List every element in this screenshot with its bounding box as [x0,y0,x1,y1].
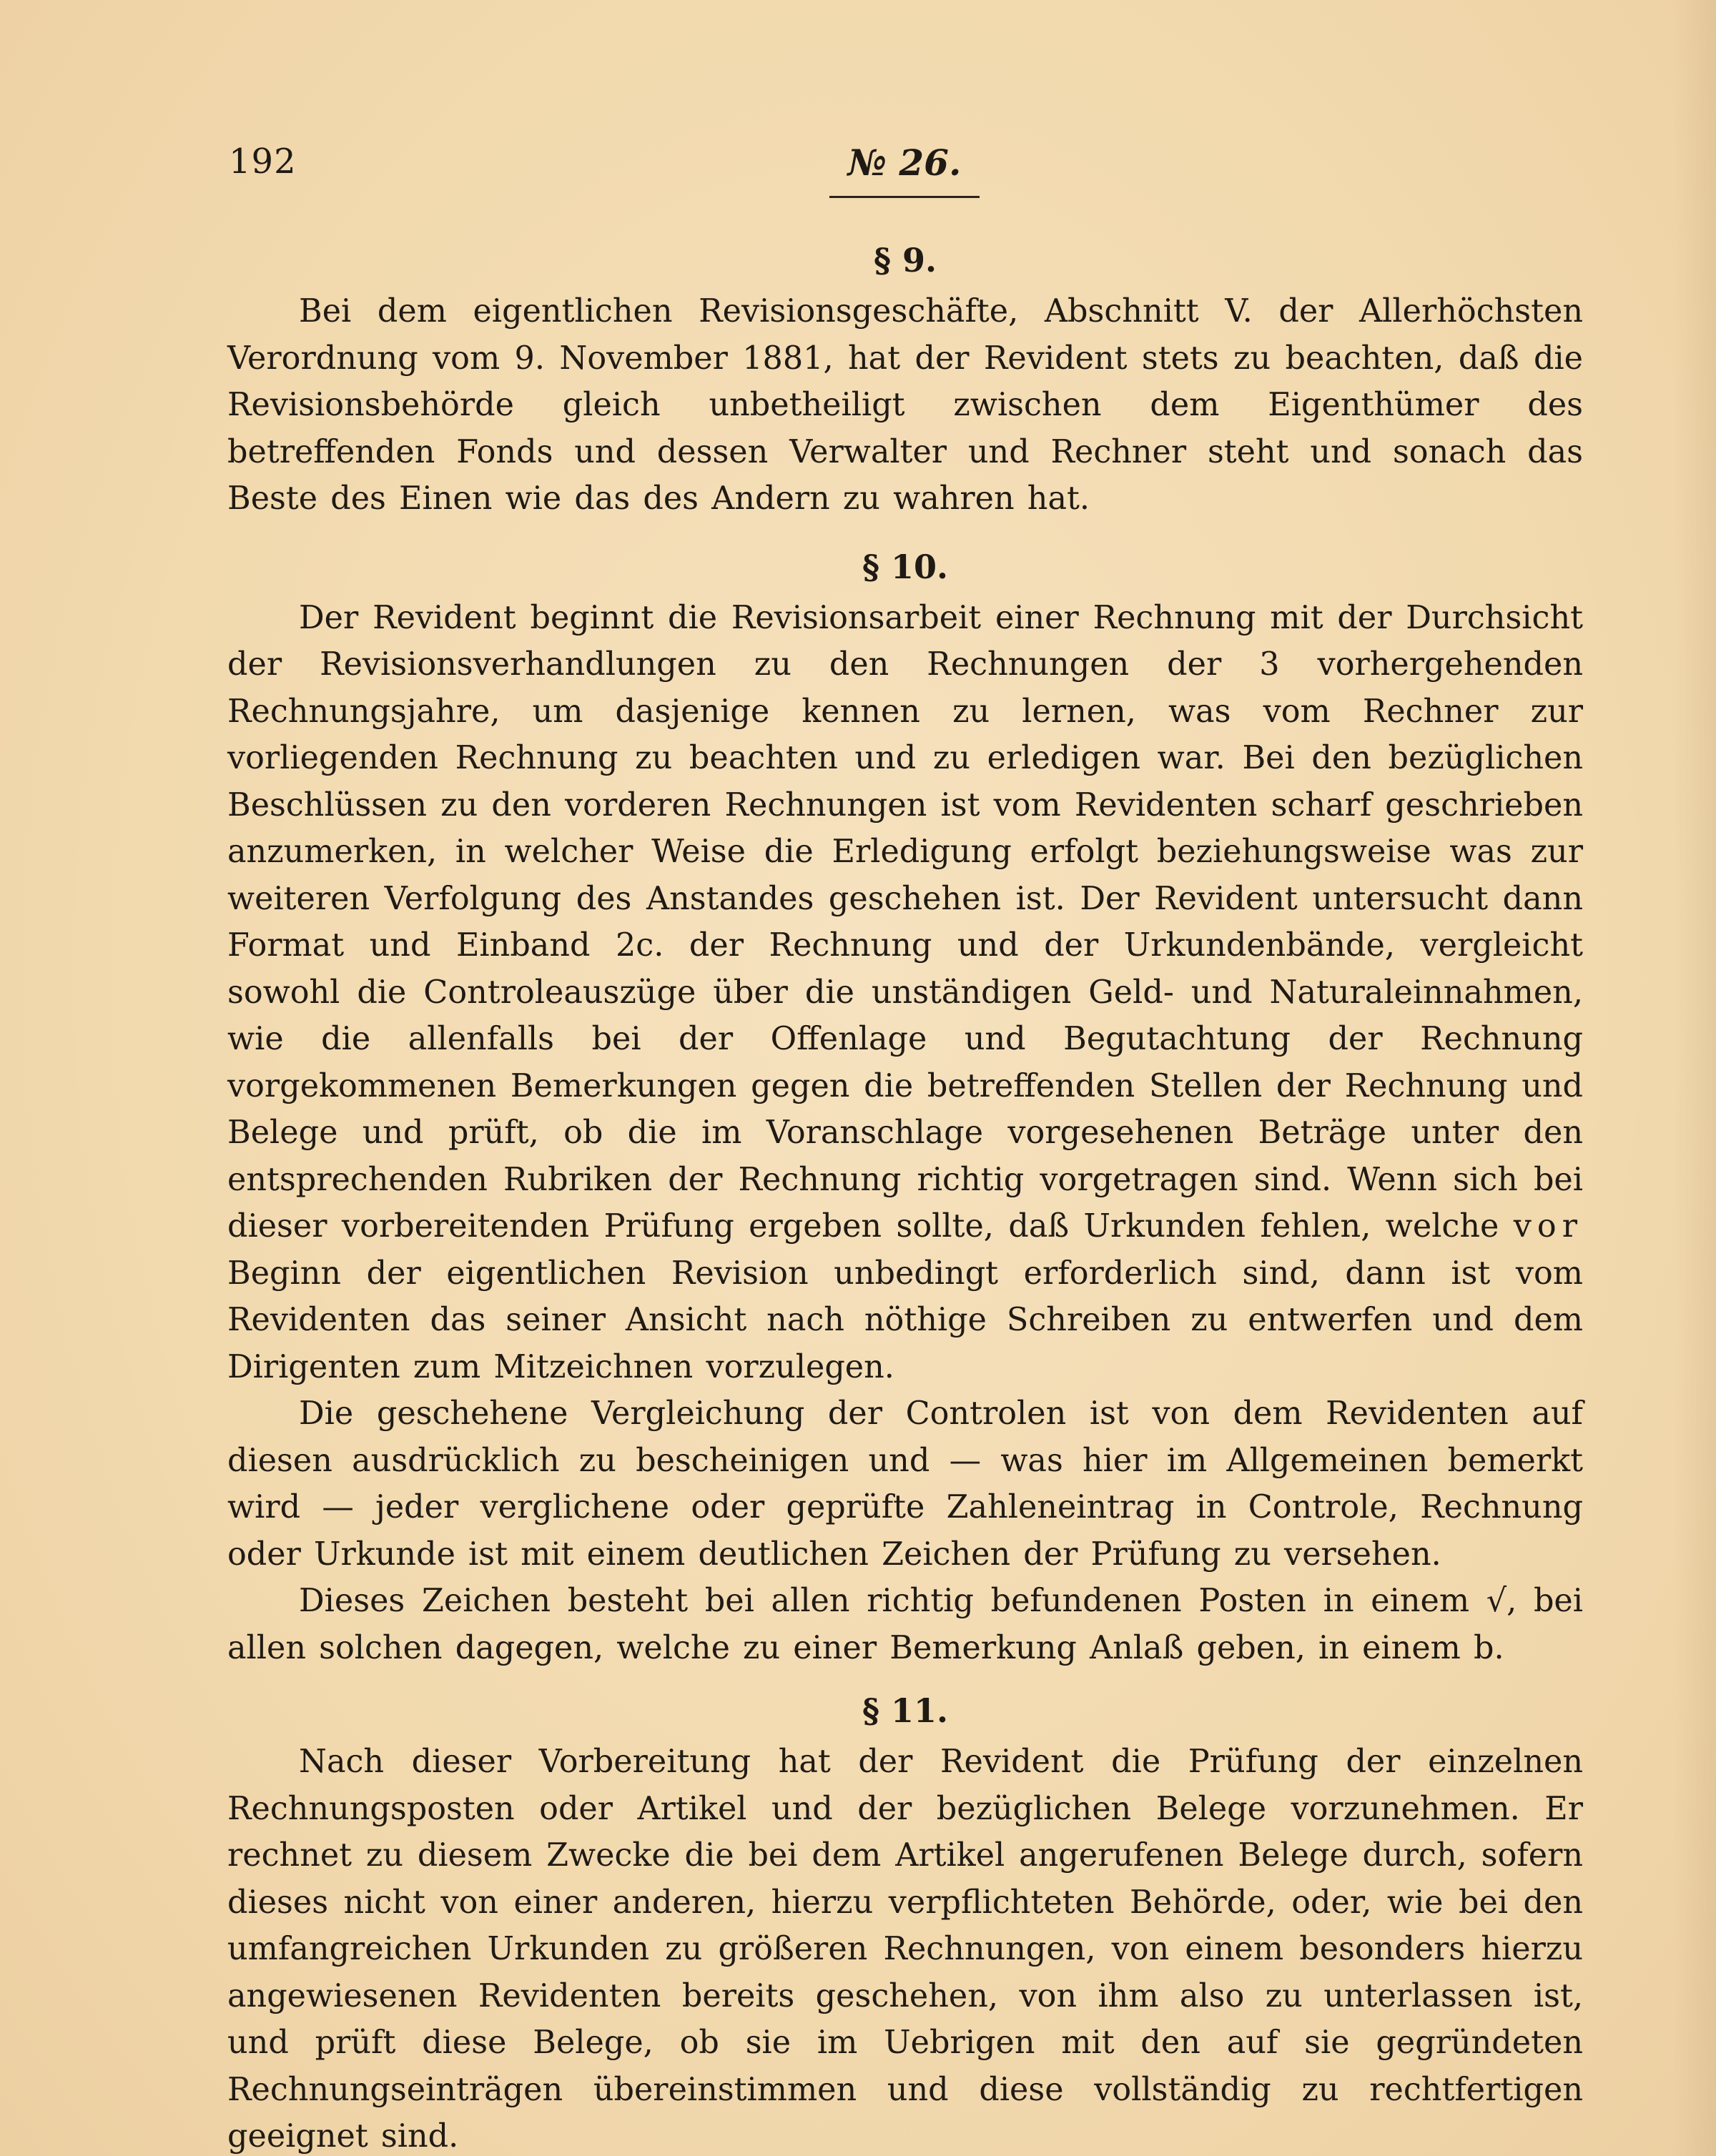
text-column [227,232,1583,2156]
paragraph: Dieses Zeichen besteht bei allen richtig befundenen Posten in einem √, bei allen solchen dagegen, welche zu einer Bemerkung Anlaß geben, in einem b. [227,1583,1583,1666]
page-number: 192 [229,142,297,182]
section-heading: § 9. [873,241,937,280]
paragraph: Bei dem eigentlichen Revisionsgeschäfte, Abschnitt V. der Allerhöchsten Verordnung vom 9. November 1881, hat der Revident stets zu beachten, daß die Revisionsbehörde gleich unbetheiligt zwischen dem Eigenthümer des betreffenden Fonds und dessen Verwalter und Rechner steht und sonach das Beste des Einen wie das des Andern zu wahren hat. [227,293,1583,517]
section-heading: § 10. [862,547,949,586]
paragraph-text: Der Revident beginnt die Revisionsarbeit einer Rechnung mit der Durchsicht der Revisionsverhandlungen zu den Rechnungen der 3 vorhergehenden Rechnungsjahre, um dasjenige kennen zu lernen, was vom Rechner zur vorliegenden Rechnung zu beachten und zu erledigen war. Bei den bezüglichen Beschlüssen zu den vorderen Rechnungen ist vom Revidenten scharf geschrieben anzumerken, in welcher Weise die Erledigung erfolgt beziehungsweise was zur weiteren Verfolgung des Anstandes geschehen ist. Der Revident untersucht dann Format und Einband 2c. der Rechnung und der Urkundenbände, vergleicht sowohl die Controleauszüge über die unständigen Geld- und Naturaleinnahmen, wie die allenfalls bei der Offenlage und Begutachtung der Rechnung vorgekommenen Bemerkungen gegen die betreffenden Stellen der Rechnung und Belege und prüft, ob die im Voranschlage vorgesehenen Beträge unter den entsprechenden Rubriken der Rechnung richtig vorgetragen sind. Wenn sich bei dieser vorbereitenden Prüfung ergeben sollte, daß Urkunden fehlen, welche [227,599,1583,1245]
page-edge-shadow [1673,0,1716,2156]
section-11 [227,1691,1583,2156]
section-heading: § 11. [862,1691,949,1730]
paragraph [227,595,1583,1391]
section-10 [227,548,1583,1672]
emphasized-word: vor [1513,1208,1583,1245]
issue-number: № 26. [847,142,962,184]
paragraph-text: Beginn der eigentlichen Revision unbedingt erforderlich sind, dann ist vom Revidenten das seiner Ansicht nach nöthige Schreiben zu entwerfen und dem Dirigenten zum Mitzeichnen vorzulegen. [227,1255,1583,1385]
section-9 [227,241,1583,523]
paragraph: Nach dieser Vorbereitung hat der Revident die Prüfung der einzelnen Rechnungsposten oder Artikel und der bezüglichen Belege vorzunehmen. Er rechnet zu diesem Zwecke die bei dem Artikel angerufenen Belege durch, sofern dieses nicht von einer anderen, hierzu verpflichteten Behörde, oder, wie bei den umfangreichen Urkunden zu größeren Rechnungen, von einem besonders hierzu angewiesenen Revidenten bereits geschehen, von ihm also zu unterlassen ist, und prüft diese Belege, ob sie im Uebrigen mit den auf sie gegründeten Rechnungseinträgen übereinstimmen und diese vollständig zu rechtfertigen geeignet sind. [227,1744,1583,2155]
header-rule [829,196,980,198]
paragraph: Die geschehene Vergleichung der Controlen ist von dem Revidenten auf diesen ausdrücklich zu bescheinigen und — was hier im Allgemeinen bemerkt wird — jeder verglichene oder geprüfte Zahleneintrag in Controle, Rechnung oder Urkunde ist mit einem deutlichen Zeichen der Prüfung zu versehen. [227,1395,1583,1573]
